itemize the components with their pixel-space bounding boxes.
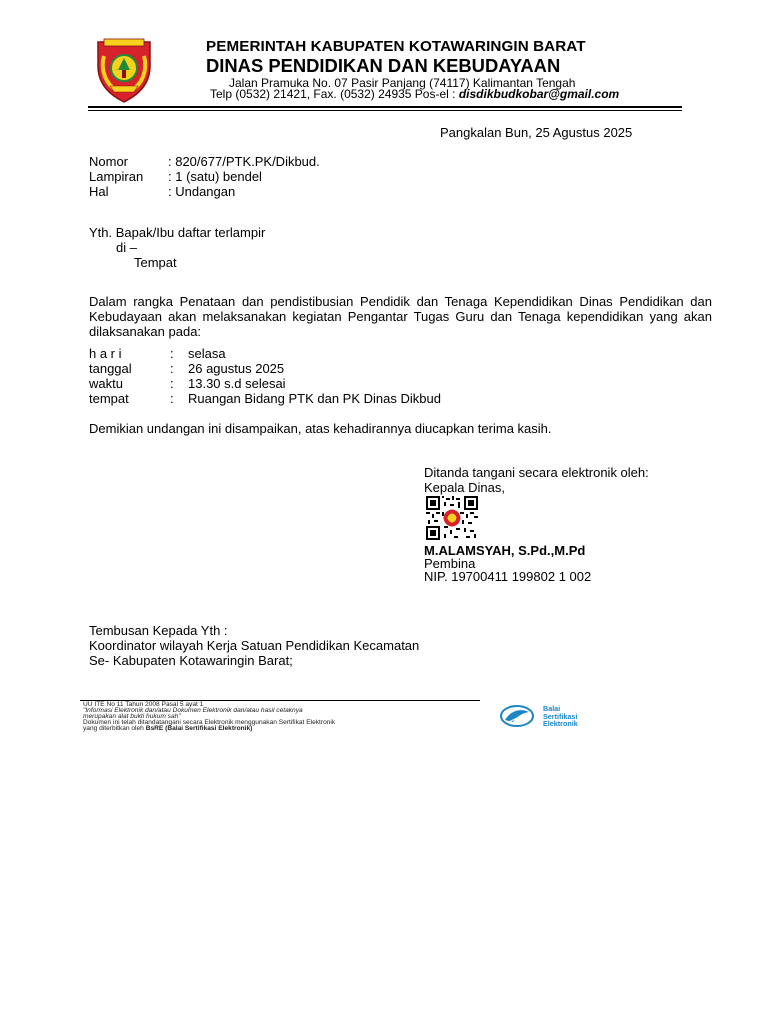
header-phone: Telp (0532) 21421, Fax. (0532) 24935 Pos-el :: [210, 87, 456, 101]
meta-value-lampiran: : 1 (satu) bendel: [168, 169, 262, 184]
header-government-name: PEMERINTAH KABUPATEN KOTAWARINGIN BARAT: [206, 38, 586, 55]
signatory-rank: Pembina: [424, 556, 476, 571]
header-address: Jalan Pramuka No. 07 Pasir Panjang (74117) Kalimantan Tengah: [229, 76, 576, 90]
letter-date: Pangkalan Bun, 25 Agustus 2025: [440, 125, 633, 140]
schedule-colon: :: [170, 391, 174, 406]
qr-code-icon: [426, 496, 478, 540]
schedule-value-tanggal: 26 agustus 2025: [188, 361, 285, 376]
header-rule-thick: [88, 106, 682, 108]
schedule-label-tempat: tempat: [89, 391, 129, 406]
signatory-name: M.ALAMSYAH, S.Pd.,M.Pd: [424, 543, 586, 558]
kotawaringin-barat-crest-icon: [90, 36, 158, 104]
bsre-wordmark: [543, 705, 578, 728]
bsre-line-1: Balai: [543, 704, 561, 713]
footer-note-2: [83, 725, 252, 732]
cc-title: Tembusan Kepada Yth :: [89, 623, 228, 638]
schedule-value-waktu: 13.30 s.d selesai: [188, 376, 286, 391]
meta-label-lampiran: Lampiran: [89, 169, 144, 184]
meta-value-hal: : Undangan: [168, 184, 236, 199]
signatory-nip: NIP. 19700411 199802 1 002: [424, 569, 592, 584]
recipient-di: di –: [116, 240, 137, 255]
header-rule-thin: [88, 110, 682, 111]
bsre-footer: [65, 698, 615, 736]
schedule-value-hari: selasa: [188, 346, 226, 361]
footer-law: UU ITE No 11 Tahun 2008 Pasal 5 ayat 1: [83, 701, 204, 708]
footer-quote-2: merupakan alat bukti hukum sah": [83, 713, 181, 720]
footer-quote-1: "Informasi Elektronik dan/atau Dokumen Elektronik dan/atau hasil cetaknya: [83, 707, 303, 714]
closing-sentence: Demikian undangan ini disampaikan, atas kehadirannya diucapkan terima kasih.: [89, 421, 552, 436]
meta-label-hal: Hal: [89, 184, 109, 199]
schedule-colon: :: [170, 346, 174, 361]
schedule-colon: :: [170, 361, 174, 376]
header-email: disdikbudkobar@gmail.com: [458, 87, 620, 101]
footer-note-1: Dokumen ini telah ditandatangani secara Elektronik menggunakan Sertifikat Elektronik: [83, 719, 336, 726]
schedule-value-tempat: Ruangan Bidang PTK dan PK Dinas Dikbud: [188, 391, 441, 406]
bsre-line-3: Elektronik: [543, 719, 578, 728]
schedule-label-tanggal: tanggal: [89, 361, 132, 376]
cc-line-2: Se- Kabupaten Kotawaringin Barat;: [89, 653, 293, 668]
body-paragraph: Dalam rangka Penataan dan pendistibusian Pendidik dan Tenaga Kependidikan Dinas Pendidikan dan Kebudayaan akan melaksanakan kegiatan Pengantar Tugas Guru dan Tenaga kependidikan yang akan dilaksanakan pada:: [89, 294, 712, 339]
cc-line-1: Koordinator wilayah Kerja Satuan Pendidikan Kecamatan: [89, 638, 420, 653]
footer-note-2-bold: BsRE (Balai Sertifikasi Elektronik): [145, 725, 253, 732]
bsre-line-2: Sertifikasi: [543, 711, 578, 721]
schedule-label-waktu: waktu: [89, 376, 123, 391]
recipient-line: Yth. Bapak/Ibu daftar terlampir: [89, 225, 266, 240]
bsre-logo-icon: [499, 704, 535, 728]
header-agency-name: DINAS PENDIDIKAN DAN KEBUDAYAAN: [206, 55, 561, 76]
footer-note-2-prefix: yang diterbitkan oleh: [83, 725, 144, 732]
signature-position: Kepala Dinas,: [424, 480, 505, 495]
schedule-colon: :: [170, 376, 174, 391]
header-contact: [210, 87, 619, 101]
meta-label-nomor: Nomor: [89, 154, 129, 169]
recipient-tempat: Tempat: [134, 255, 177, 270]
meta-value-nomor: : 820/677/PTK.PK/Dikbud.: [168, 154, 320, 169]
signature-caption: Ditanda tangani secara elektronik oleh:: [424, 465, 649, 480]
schedule-label-hari: h a r i: [89, 346, 122, 361]
